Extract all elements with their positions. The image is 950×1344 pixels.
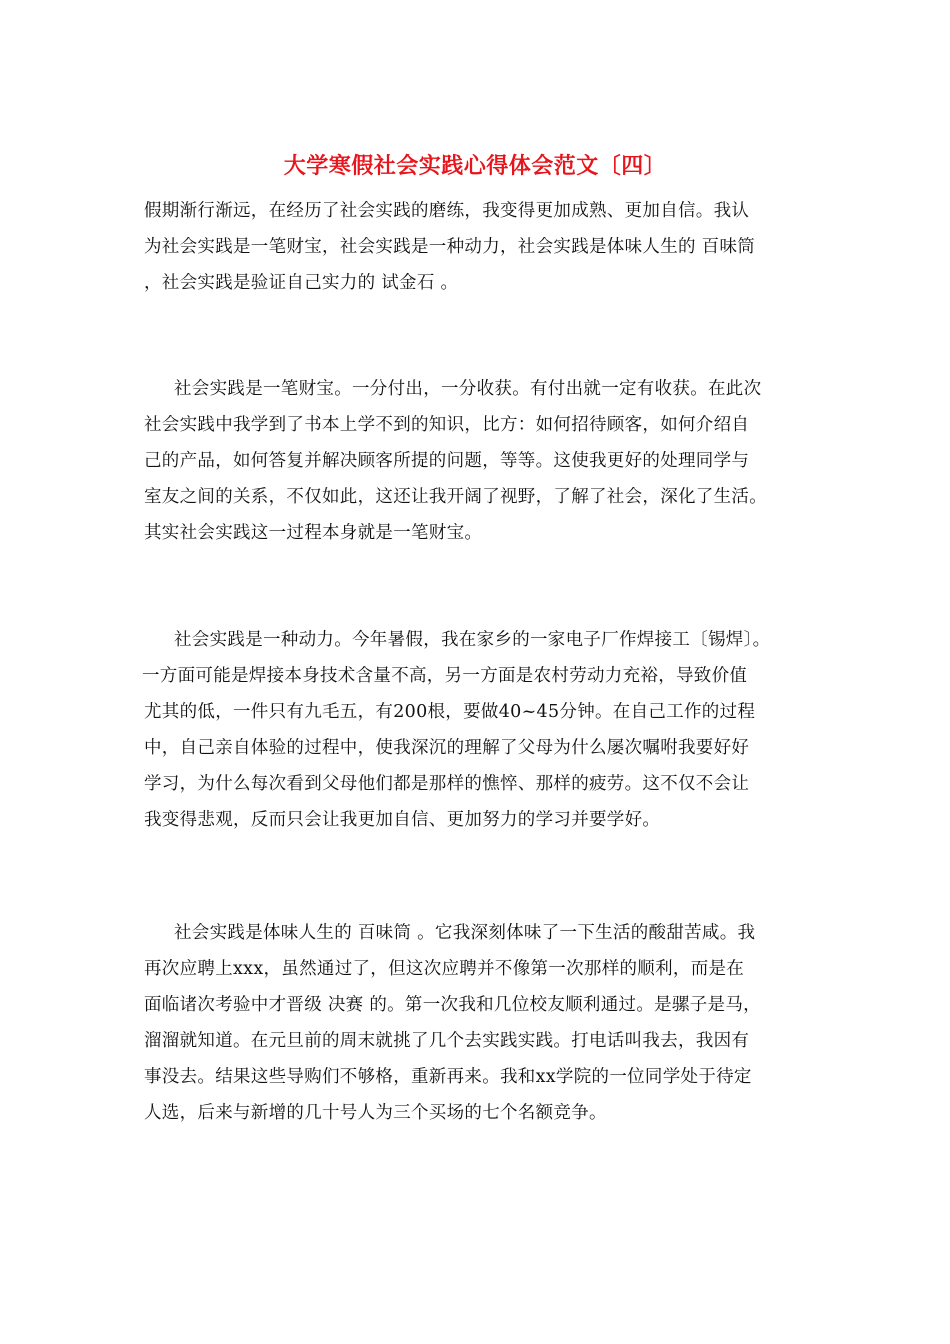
- paragraph-line: 一方面可能是焊接本身技术含量不高，另一方面是农村劳动力充裕，导致价值: [142, 666, 748, 686]
- paragraph-line: 人选，后来与新增的几十号人为三个买场的七个名额竞争。: [144, 1103, 607, 1123]
- paragraph-2: [144, 371, 824, 551]
- paragraph-line: 社会实践中我学到了书本上学不到的知识，比方：如何招待顾客，如何介绍自: [144, 415, 750, 435]
- paragraph-1: [144, 193, 824, 301]
- paragraph-line: 事没去。结果这些导购们不够格，重新再来。我和xx学院的一位同学处于待定: [144, 1067, 752, 1087]
- paragraph-line: 面临诸次考验中才晋级 决赛 的。第一次我和几位校友顺利通过。是骡子是马，: [144, 995, 761, 1015]
- paragraph-line: 尤其的低，一件只有九毛五，有200根，要做40~45分钟。在自己工作的过程: [144, 702, 756, 722]
- paragraph-line: 溜溜就知道。在元旦前的周末就挑了几个去实践实践。打电话叫我去，我因有: [144, 1031, 750, 1051]
- document-title: 大学寒假社会实践心得体会范文〔四〕: [283, 154, 667, 179]
- paragraph-4: [144, 915, 824, 1131]
- paragraph-line: 室友之间的关系，不仅如此，这还让我开阔了视野，了解了社会，深化了生活。: [144, 487, 767, 507]
- paragraph-line: 社会实践是一笔财宝。一分付出，一分收获。有付出就一定有收获。在此次: [174, 379, 762, 399]
- paragraph-line: ，社会实践是验证自己实力的 试金石 。: [144, 273, 459, 293]
- paragraph-line: 社会实践是一种动力。今年暑假，我在家乡的一家电子厂作焊接工〔锡焊〕。: [174, 630, 771, 650]
- paragraph-line: 其实社会实践这一过程本身就是一笔财宝。: [144, 523, 483, 543]
- paragraph-line: 社会实践是体味人生的 百味筒 。它我深刻体味了一下生活的酸甜苦咸。我: [174, 923, 756, 943]
- paragraph-line: 假期渐行渐远，在经历了社会实践的磨练，我变得更加成熟、更加自信。我认: [144, 201, 750, 221]
- paragraph-line: 为社会实践是一笔财宝，社会实践是一种动力，社会实践是体味人生的 百味筒: [144, 237, 756, 257]
- paragraph-line: 我变得悲观，反而只会让我更加自信、更加努力的学习并要学好。: [144, 810, 661, 830]
- paragraph-line: 己的产品，如何答复并解决顾客所提的问题，等等。这使我更好的处理同学与: [144, 451, 750, 471]
- paragraph-line: 再次应聘上xxx，虽然通过了，但这次应聘并不像第一次那样的顺利，而是在: [144, 959, 745, 979]
- paragraph-3: [144, 622, 824, 838]
- paragraph-line: 中，自己亲自体验的过程中，使我深沉的理解了父母为什么屡次嘱咐我要好好: [144, 738, 750, 758]
- paragraph-line: 学习，为什么每次看到父母他们都是那样的憔悴、那样的疲劳。这不仅不会让: [144, 774, 750, 794]
